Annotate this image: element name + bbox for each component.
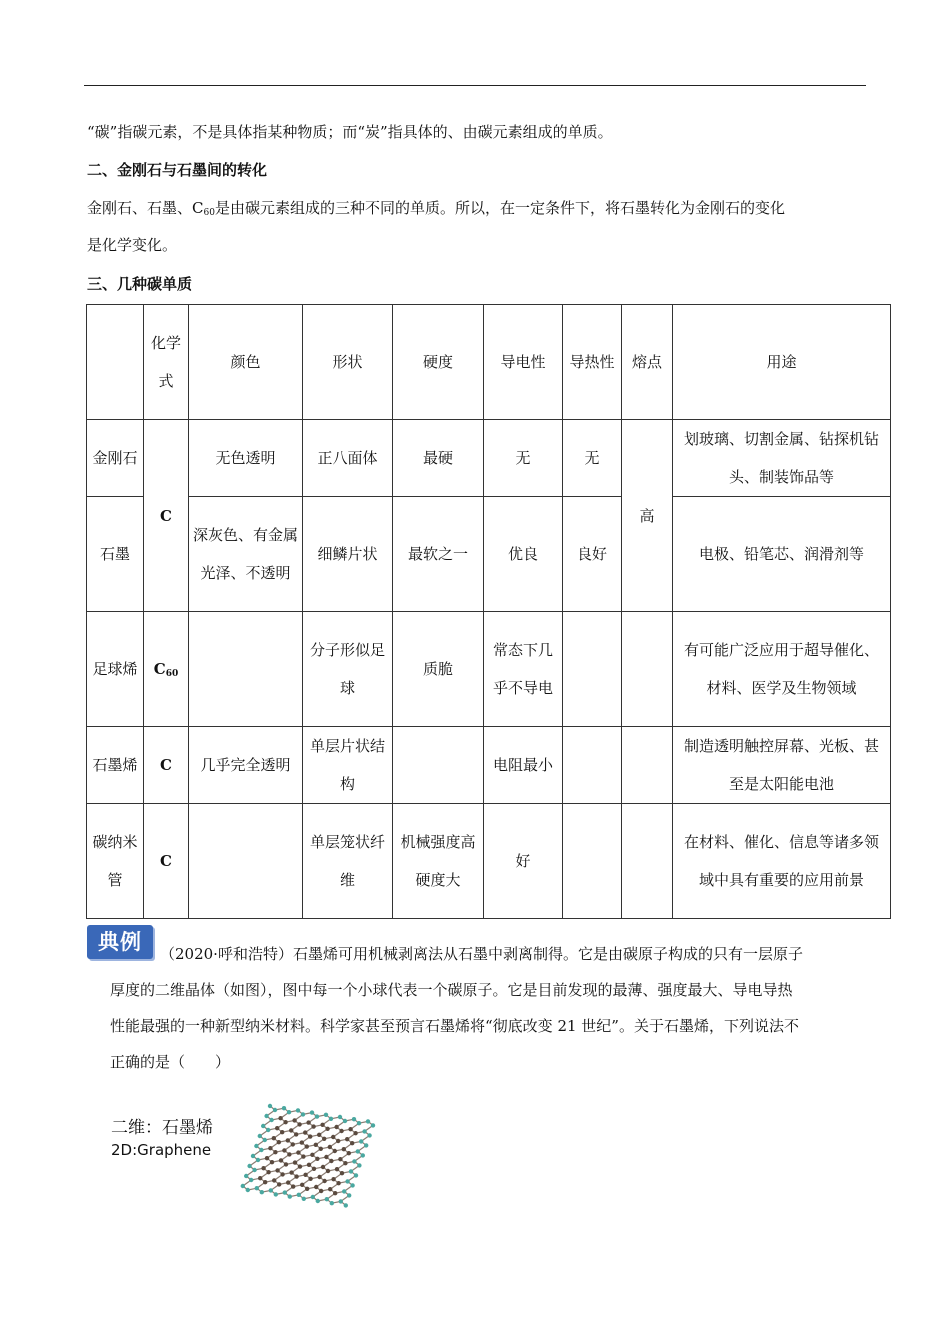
carbon-atom <box>288 1194 292 1198</box>
carbon-atom <box>347 1193 351 1197</box>
cell-melting <box>622 612 673 727</box>
carbon-atom <box>283 1190 287 1194</box>
carbon-atom <box>272 1178 276 1182</box>
carbon-atom <box>357 1163 361 1167</box>
carbon-atom <box>292 1118 296 1122</box>
carbon-atom <box>296 1108 300 1112</box>
carbon-atom <box>255 1186 259 1190</box>
carbon-atom <box>307 1163 311 1167</box>
table-row <box>87 804 891 919</box>
carbon-atom <box>286 1180 290 1184</box>
carbon-atom <box>268 1104 272 1108</box>
carbon-atom <box>241 1184 245 1188</box>
carbon-atom <box>282 1148 286 1152</box>
cell-shape: 分子形似足球 <box>303 612 393 727</box>
carbon-atom <box>322 1137 326 1141</box>
carbon-atom <box>335 1167 339 1171</box>
carbon-atom <box>297 1122 301 1126</box>
header-cell-melting: 熔点 <box>622 305 673 420</box>
figure-label-chinese: 二维：石墨烯 <box>111 1118 213 1138</box>
header-cell-formula: 化学式 <box>144 305 189 420</box>
carbon-atom <box>366 1119 370 1123</box>
cell-conductivity: 好 <box>484 804 563 919</box>
carbon-atom <box>264 1114 268 1118</box>
header-rule <box>84 85 866 86</box>
carbon-atom <box>287 1152 291 1156</box>
carbon-atom <box>317 1133 321 1137</box>
carbon-atom <box>274 1192 278 1196</box>
carbon-atom <box>265 1156 269 1160</box>
carbon-atom <box>326 1169 330 1173</box>
carbon-atom <box>311 1195 315 1199</box>
example-line-4: 正确的是（ ） <box>110 1053 231 1071</box>
carbon-atom <box>283 1120 287 1124</box>
carbon-atom <box>291 1142 295 1146</box>
carbon-atom <box>308 1177 312 1181</box>
header-cell-shape: 形状 <box>303 305 393 420</box>
formula-cell-c60: $C_{60}$ <box>144 612 189 727</box>
formula-cell: C <box>144 727 189 804</box>
carbon-atom <box>338 1157 342 1161</box>
cell-melting <box>622 727 673 804</box>
cell-conductivity: 常态下几乎不导电 <box>484 612 563 727</box>
carbon-atom <box>303 1173 307 1177</box>
carbon-atom <box>352 1117 356 1121</box>
carbon-atom <box>303 1130 307 1134</box>
carbon-atom <box>324 1113 328 1117</box>
carbon-atom <box>256 1158 260 1162</box>
cell-hardness: 最硬 <box>393 420 484 497</box>
header-cell-hardness: 硬度 <box>393 305 484 420</box>
carbon-atom <box>331 1177 335 1181</box>
cell-hardness: 机械强度高硬度大 <box>393 804 484 919</box>
carbon-atom <box>311 1124 315 1128</box>
cell-conductivity: 电阻最小 <box>484 727 563 804</box>
table-row <box>87 612 891 727</box>
carbon-atom <box>322 1179 326 1183</box>
carbon-atom <box>345 1179 349 1183</box>
example-line-3: 性能最强的一种新型纳米材料。科学家甚至预言石墨烯将“彻底改变 21 世纪”。关于石墨烯，下列说法不 <box>110 1017 799 1035</box>
carbon-atom <box>251 1154 255 1158</box>
carbon-atom <box>350 1141 354 1145</box>
section-3-heading: 三、几种碳单质 <box>87 275 193 293</box>
carbon-atom <box>361 1153 365 1157</box>
carbon-atom <box>329 1159 333 1163</box>
carbon-atom <box>277 1182 281 1186</box>
carbon-atom <box>269 1118 273 1122</box>
header-cell-color: 颜色 <box>189 305 303 420</box>
carbon-atom <box>289 1170 293 1174</box>
carbon-atom <box>254 1144 258 1148</box>
carbon-atom <box>278 1116 282 1120</box>
cell-use: 电极、铅笔芯、润滑剂等 <box>673 497 891 612</box>
carbon-atom <box>291 1184 295 1188</box>
cell-use: 在材料、催化、信息等诸多领域中具有重要的应用前景 <box>673 804 891 919</box>
carbon-atom <box>356 1149 360 1153</box>
header-cell-conductivity: 导电性 <box>484 305 563 420</box>
section-2-text-line2: 是化学变化。 <box>87 236 178 254</box>
header-cell-thermal: 导热性 <box>563 305 622 420</box>
carbon-atom <box>246 1188 250 1192</box>
carbon-atom <box>294 1132 298 1136</box>
carbon-atom <box>317 1175 321 1179</box>
table-row <box>87 420 891 497</box>
carbon-atom <box>280 1130 284 1134</box>
row-name-nanotube: 碳纳米管 <box>87 804 144 919</box>
intro-paragraph: “碳”指碳元素，不是具体指某种物质；而“炭”指具体的、由碳元素组成的单质。 <box>87 123 613 141</box>
carbon-atom <box>334 1125 338 1129</box>
carbon-atom <box>269 1188 273 1192</box>
carbon-atom <box>300 1183 304 1187</box>
row-name-fullerene: 足球烯 <box>87 612 144 727</box>
carbon-atom <box>333 1191 337 1195</box>
example-line-1: （2020·呼和浩特）石墨烯可用机械剥离法从石墨中剥离制得。它是由碳原子构成的只有一层原子 <box>160 945 803 963</box>
carbon-atom <box>336 1181 340 1185</box>
cell-hardness: 最软之一 <box>393 497 484 612</box>
carbon-atom <box>300 1140 304 1144</box>
figure-label-english: 2D:Graphene <box>111 1141 212 1159</box>
section-2-heading: 二、金刚石与石墨间的转化 <box>87 161 268 179</box>
carbon-atom <box>362 1129 366 1133</box>
carbon-atom <box>258 1176 262 1180</box>
carbon-atom <box>252 1168 256 1172</box>
carbon-atom <box>315 1157 319 1161</box>
cell-conductivity: 无 <box>484 420 563 497</box>
carbon-atom <box>328 1187 332 1191</box>
melting-cell-shared: 高 <box>622 420 673 612</box>
cell-shape: 单层片状结构 <box>303 727 393 804</box>
carbon-atom <box>333 1149 337 1153</box>
carbon-atom <box>319 1189 323 1193</box>
cell-thermal <box>563 804 622 919</box>
carbon-atom <box>249 1178 253 1182</box>
carbon-atom <box>353 1131 357 1135</box>
carbon-atom <box>261 1166 265 1170</box>
carbon-atom <box>345 1137 349 1141</box>
carbon-atom <box>342 1147 346 1151</box>
carbon-atom <box>259 1148 263 1152</box>
carbon-atom <box>324 1155 328 1159</box>
carbon-atom <box>320 1123 324 1127</box>
carbon-atom <box>258 1134 262 1138</box>
carbon-atom <box>357 1121 361 1125</box>
carbon-atom <box>348 1127 352 1131</box>
carbon-atom <box>305 1187 309 1191</box>
row-name-graphite: 石墨 <box>87 497 144 612</box>
carbon-atom <box>279 1158 283 1162</box>
carbon-atom <box>268 1146 272 1150</box>
carbon-atom <box>261 1124 265 1128</box>
cell-color <box>189 804 303 919</box>
table-header-row <box>87 305 891 420</box>
cell-shape: 细鳞片状 <box>303 497 393 612</box>
carbon-atom <box>263 1180 267 1184</box>
carbon-atom <box>308 1134 312 1138</box>
cell-color: 深灰色、有金属光泽、不透明 <box>189 497 303 612</box>
carbon-atom <box>273 1150 277 1154</box>
cell-thermal: 无 <box>563 420 622 497</box>
cell-shape: 单层笼状纤维 <box>303 804 393 919</box>
header-cell-use: 用途 <box>673 305 891 420</box>
cell-use: 制造透明触控屏幕、光板、甚至是太阳能电池 <box>673 727 891 804</box>
carbon-atom <box>280 1172 284 1176</box>
carbon-atom <box>314 1185 318 1189</box>
carbon-atom <box>273 1108 277 1112</box>
carbon-atom <box>298 1164 302 1168</box>
row-name-diamond: 金刚石 <box>87 420 144 497</box>
carbon-atom <box>301 1154 305 1158</box>
carbon-atom <box>284 1162 288 1166</box>
carbon-atom <box>343 1161 347 1165</box>
carbon-atom <box>349 1169 353 1173</box>
carbon-atom <box>306 1120 310 1124</box>
carbon-atom <box>272 1136 276 1140</box>
carbon-atom <box>364 1143 368 1147</box>
cell-thermal <box>563 727 622 804</box>
formula-cell-shared: C <box>144 420 189 612</box>
carbon-atom <box>263 1138 267 1142</box>
carbon-atom <box>371 1123 375 1127</box>
example-line-2: 厚度的二维晶体（如图），图中每一个小球代表一个碳原子。它是目前发现的最薄、强度最大、导电导热 <box>110 981 793 999</box>
formula-cell: C <box>144 804 189 919</box>
row-name-graphene: 石墨烯 <box>87 727 144 804</box>
graphene-lattice-figure <box>224 1098 384 1208</box>
carbon-atom <box>339 1199 343 1203</box>
carbon-atom <box>286 1138 290 1142</box>
carbon-atom <box>266 1128 270 1132</box>
carbon-atom <box>315 1114 319 1118</box>
carbon-atom <box>344 1203 348 1207</box>
carbon-atom <box>314 1143 318 1147</box>
carbon-atom <box>350 1183 354 1187</box>
cell-use: 划玻璃、切割金属、钻探机钻头、制装饰品等 <box>673 420 891 497</box>
carbon-atom <box>302 1197 306 1201</box>
carbon-atom <box>301 1112 305 1116</box>
carbon-atom <box>354 1173 358 1177</box>
section-2-text-line1: 金刚石、石墨、$C_{60}$是由碳元素组成的三种不同的单质。所以，在一定条件下，将石墨转化为金刚石的变化 <box>87 199 785 218</box>
carbon-atom <box>339 1129 343 1133</box>
cell-use: 有可能广泛应用于超导催化、材料、医学及生物领域 <box>673 612 891 727</box>
table-row <box>87 727 891 804</box>
carbon-atom <box>266 1170 270 1174</box>
cell-color: 几乎完全透明 <box>189 727 303 804</box>
carbon-atom <box>312 1167 316 1171</box>
carbon-atom <box>293 1160 297 1164</box>
carbon-atom <box>289 1128 293 1132</box>
carbon-atom <box>343 1119 347 1123</box>
cell-color: 无色透明 <box>189 420 303 497</box>
carbon-atom <box>359 1139 363 1143</box>
carbon-allotropes-table <box>86 304 891 919</box>
carbon-atom <box>287 1110 291 1114</box>
carbon-atom <box>310 1110 314 1114</box>
cell-hardness <box>393 727 484 804</box>
table-row <box>87 497 891 612</box>
carbon-atom <box>336 1139 340 1143</box>
carbon-atom <box>260 1190 264 1194</box>
carbon-atom <box>319 1147 323 1151</box>
carbon-atom <box>310 1153 314 1157</box>
carbon-atom <box>275 1168 279 1172</box>
carbon-atom <box>328 1145 332 1149</box>
carbon-atom <box>294 1174 298 1178</box>
carbon-atom <box>316 1199 320 1203</box>
carbon-atom <box>282 1106 286 1110</box>
carbon-atom <box>342 1189 346 1193</box>
cell-hardness: 质脆 <box>393 612 484 727</box>
carbon-atom <box>340 1171 344 1175</box>
carbon-atom <box>325 1197 329 1201</box>
cell-melting <box>622 804 673 919</box>
carbon-atom <box>338 1115 342 1119</box>
carbon-atom <box>270 1160 274 1164</box>
cell-conductivity: 优良 <box>484 497 563 612</box>
cell-thermal: 良好 <box>563 497 622 612</box>
carbon-atom <box>330 1201 334 1205</box>
carbon-atom <box>352 1159 356 1163</box>
carbon-atom <box>331 1135 335 1139</box>
carbon-atom <box>244 1174 248 1178</box>
carbon-atom <box>275 1126 279 1130</box>
cell-color <box>189 612 303 727</box>
cell-shape: 正八面体 <box>303 420 393 497</box>
carbon-atom <box>329 1117 333 1121</box>
carbon-atom <box>347 1151 351 1155</box>
carbon-atom <box>296 1150 300 1154</box>
carbon-atom <box>325 1127 329 1131</box>
cell-thermal <box>563 612 622 727</box>
carbon-atom <box>247 1164 251 1168</box>
example-tag: 典例 <box>87 925 153 959</box>
carbon-atom <box>305 1144 309 1148</box>
carbon-atom <box>367 1133 371 1137</box>
carbon-atom <box>297 1193 301 1197</box>
carbon-atom <box>321 1165 325 1169</box>
header-cell-blank <box>87 305 144 420</box>
carbon-atom <box>277 1140 281 1144</box>
